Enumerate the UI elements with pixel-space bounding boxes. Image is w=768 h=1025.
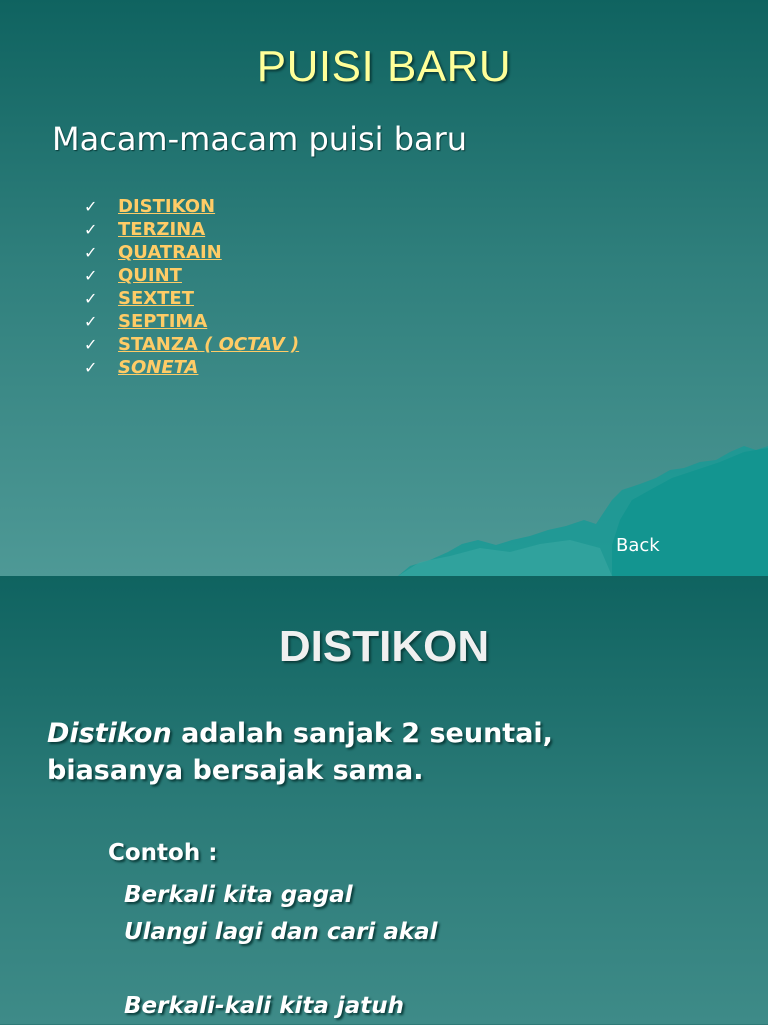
link-stanza-suffix: ( OCTAV ) (197, 334, 300, 355)
definition-line-1-rest: adalah sanjak 2 seuntai, (171, 718, 553, 749)
link-sextet[interactable]: SEXTET (118, 288, 194, 309)
link-terzina[interactable]: TERZINA (118, 219, 206, 240)
poem-line: Berkali kita gagal (124, 882, 353, 908)
link-quint[interactable]: QUINT (118, 265, 182, 286)
link-stanza[interactable] (118, 334, 299, 355)
checkmark-icon: ✓ (84, 243, 98, 262)
stanza-gap (124, 951, 438, 988)
definition-line-1 (47, 715, 553, 752)
link-quatrain[interactable]: QUATRAIN (118, 242, 222, 263)
checkmark-icon: ✓ (84, 220, 98, 239)
list-item (84, 333, 299, 356)
example-label: Contoh : (108, 840, 218, 866)
poem-type-list (84, 195, 299, 379)
checkmark-icon: ✓ (84, 358, 98, 377)
definition-term: Distikon (47, 718, 172, 749)
checkmark-icon: ✓ (84, 312, 98, 331)
link-distikon[interactable]: DISTIKON (118, 196, 216, 217)
list-item (84, 241, 299, 264)
poem-line: Berkali-kali kita jatuh (124, 993, 405, 1019)
link-soneta[interactable] (118, 357, 198, 378)
list-item (84, 310, 299, 333)
checkmark-icon: ✓ (84, 266, 98, 285)
checkmark-icon: ✓ (84, 197, 98, 216)
list-item (84, 195, 299, 218)
list-item (84, 356, 299, 379)
list-item (84, 218, 299, 241)
slide-title: PUISI BARU (256, 42, 512, 91)
example-poem (124, 877, 438, 1025)
distikon-title: DISTIKON (278, 622, 490, 671)
list-item (84, 287, 299, 310)
checkmark-icon: ✓ (84, 335, 98, 354)
distikon-definition (47, 715, 553, 789)
back-button[interactable]: Back (616, 535, 660, 556)
poem-line: Ulangi lagi dan cari akal (124, 919, 438, 945)
link-soneta-label: SONETA (118, 357, 199, 378)
list-item (84, 264, 299, 287)
link-septima[interactable]: SEPTIMA (118, 311, 208, 332)
definition-line-2: biasanya bersajak sama. (47, 755, 424, 786)
link-stanza-label: STANZA (118, 334, 198, 355)
slide-subtitle: Macam-macam puisi baru (52, 120, 468, 158)
checkmark-icon: ✓ (84, 289, 98, 308)
